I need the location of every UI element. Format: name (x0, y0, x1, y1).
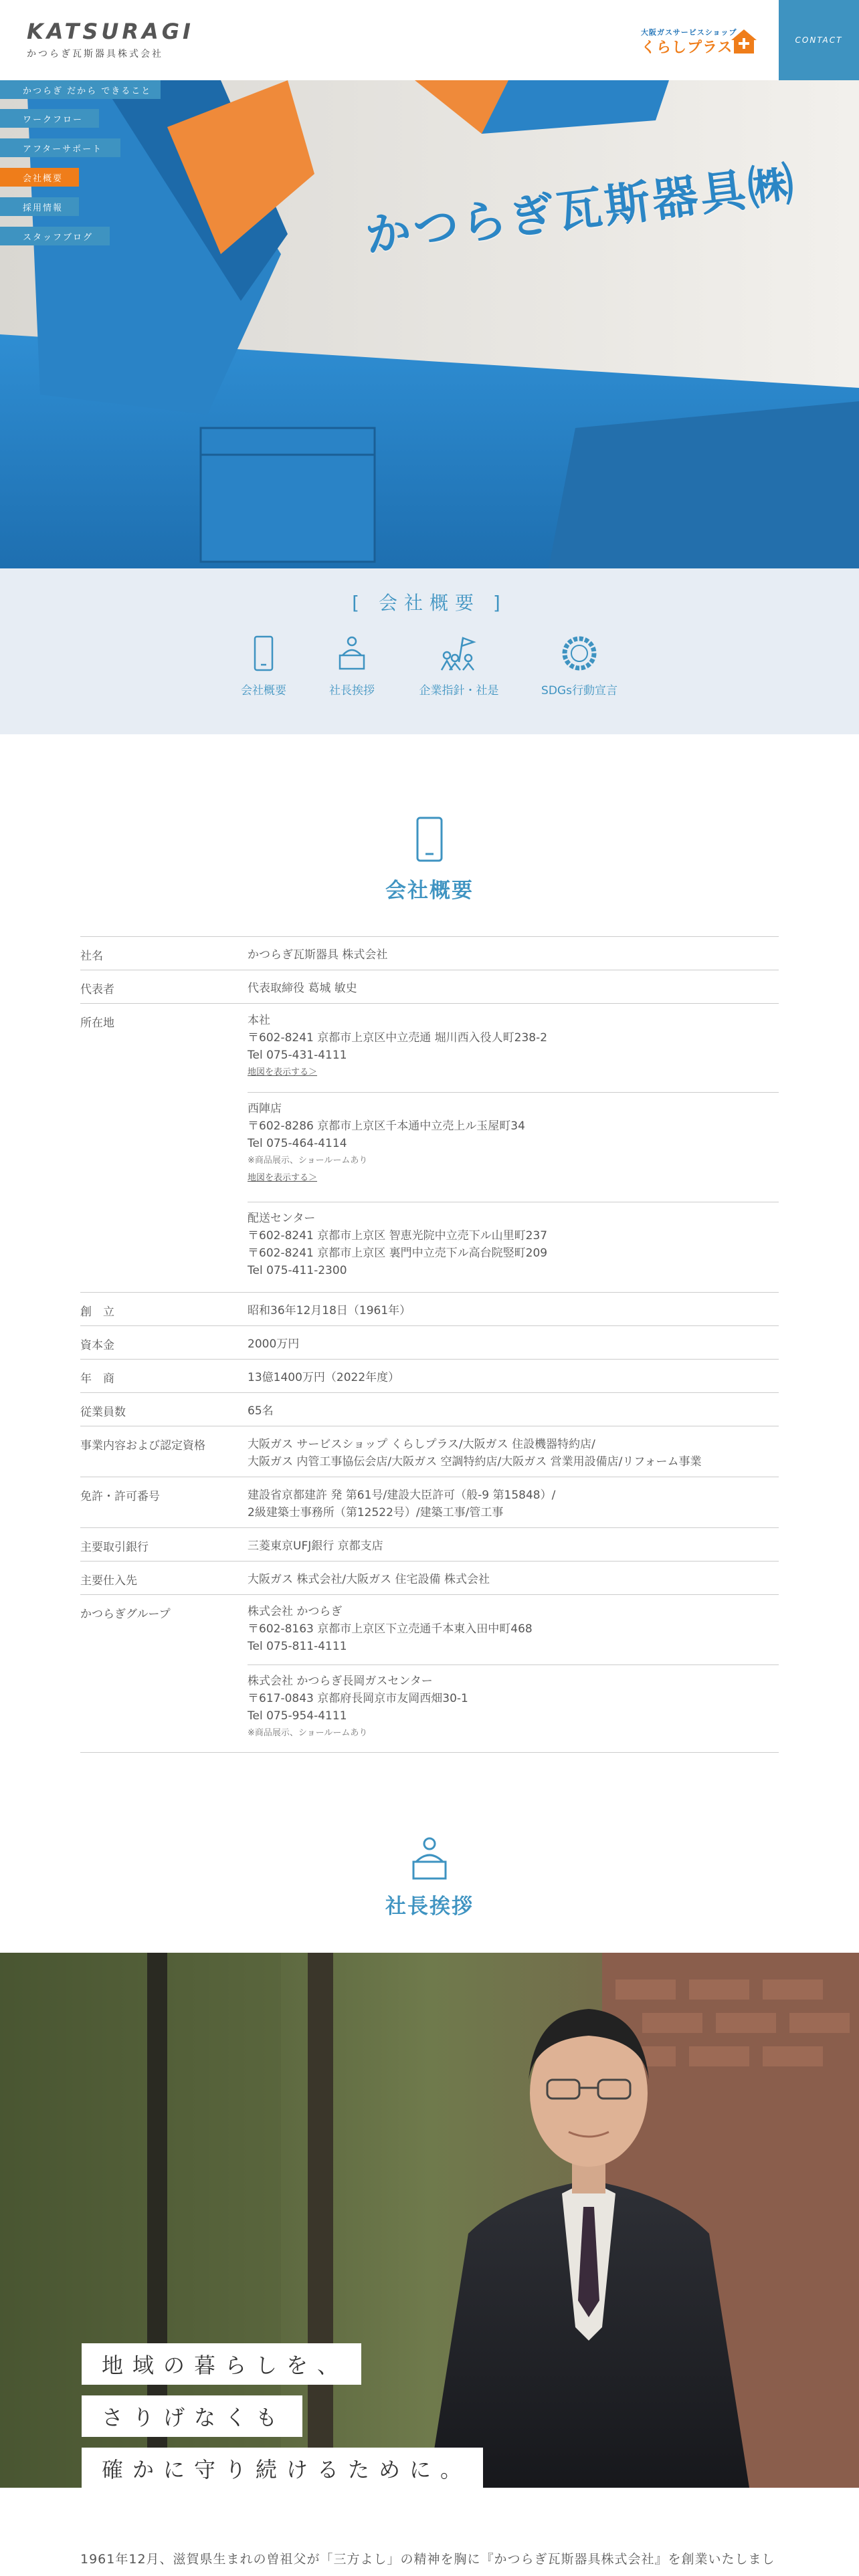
office-tel: Tel 075-431-4111 (248, 1049, 347, 1062)
phone-icon (250, 635, 277, 671)
row-label-address: 所在地 (80, 1016, 114, 1030)
row-value-rep: 代表取締役 葛城 敏史 (248, 982, 357, 995)
table-row (80, 1477, 779, 1527)
table-row (80, 1561, 779, 1594)
sidenav-item-strengths[interactable]: かつらぎ だから できること (0, 80, 161, 99)
row-label-bank: 主要取引銀行 (80, 1541, 149, 1554)
catchcopy-line-1: 地域の暮らしを、 (82, 2343, 361, 2385)
row-label-name: 社名 (80, 950, 103, 963)
site-logo-subtitle: かつらぎ瓦斯器具株式会社 (27, 49, 163, 60)
license-line: 建設省京都建許 発 第61号/建設大臣許可（般-9 第15848）/ (248, 1489, 556, 1502)
row-label-license: 免許・許可番号 (80, 1490, 160, 1503)
row-value-name: かつらぎ瓦斯器具 株式会社 (248, 948, 388, 962)
table-row (80, 1392, 779, 1426)
row-value-business (248, 1436, 702, 1471)
sidenav-item-staff-blog[interactable]: スタッフブログ (0, 227, 110, 245)
row-label-sales: 年 商 (80, 1372, 114, 1386)
table-row (80, 1527, 779, 1561)
map-link[interactable]: 地図を表示する＞ (248, 1173, 318, 1183)
group-tel: Tel 075-954-4111 (248, 1709, 347, 1723)
hero-image (0, 80, 859, 568)
section-nav-outline-label: 会社概要 (241, 684, 286, 697)
table-bottom-border (80, 1752, 779, 1753)
sdgs-wheel-icon (561, 635, 597, 671)
group-company-1 (248, 1603, 533, 1655)
group-address: 〒602-8163 京都市上京区下立売通千本東入田中町468 (248, 1622, 533, 1636)
sidenav-item-workflow[interactable]: ワークフロー (0, 109, 99, 128)
row-label-rep: 代表者 (80, 983, 114, 996)
table-row (80, 936, 779, 970)
kurashi-plus-logo[interactable] (641, 27, 758, 56)
license-line: 2級建築士事務所（第12522号）/建築工事/管工事 (248, 1506, 504, 1519)
team-flag-icon (439, 635, 479, 671)
catchcopy-line-3: 確かに守り続けるために。 (82, 2448, 483, 2489)
row-value-license (248, 1487, 555, 1521)
section-nav-greeting-label: 社長挨拶 (329, 684, 375, 697)
sidenav-item-company[interactable]: 会社概要 (0, 168, 79, 187)
address-nishijin (248, 1100, 525, 1187)
office-name: 西陣店 (248, 1102, 282, 1115)
table-row-group (80, 1594, 779, 1752)
greeting-body-text: 1961年12月、滋賀県生まれの曽祖父が「三方よし」の精神を胸に『かつらぎ瓦斯器具株式会社』を創業いたしまし (80, 2552, 775, 2567)
office-name: 配送センター (248, 1212, 316, 1225)
section-nav-sdgs[interactable] (519, 635, 640, 716)
office-address: 〒602-8241 京都市上京区 裏門中立売下ル高台院竪町209 (248, 1247, 548, 1260)
greeting-title: 社長挨拶 (385, 1895, 474, 1919)
uniform-photo (0, 80, 859, 568)
group-name: 株式会社 かつらぎ長岡ガスセンター (248, 1675, 433, 1688)
address-center (248, 1210, 547, 1279)
phone-icon (411, 816, 448, 863)
section-nav-sdgs-label: SDGs行動宣言 (541, 684, 617, 697)
section-nav-policy[interactable] (399, 635, 519, 716)
kurashi-plus-logo-main: くらしプラス (641, 39, 733, 56)
group-name: 株式会社 かつらぎ (248, 1605, 343, 1618)
contact-button[interactable]: CONTACT (779, 0, 859, 80)
group-address: 〒617-0843 京都府長岡京市友岡西畑30-1 (248, 1692, 468, 1705)
row-label-founded: 創 立 (80, 1305, 114, 1319)
row-label-employees: 従業員数 (80, 1406, 126, 1419)
sidenav-item-recruit[interactable]: 採用情報 (0, 197, 79, 216)
section-nav-title: [ 会社概要 ] (352, 592, 507, 614)
site-logo[interactable]: KATSURAGI (27, 19, 194, 44)
row-value-founded: 昭和36年12月18日（1961年） (248, 1304, 411, 1317)
office-tel: Tel 075-411-2300 (248, 1264, 347, 1277)
office-note: ※商品展示、ショールームあり (248, 1156, 368, 1166)
row-value-supplier: 大阪ガス 株式会社/大阪ガス 住宅設備 株式会社 (248, 1573, 490, 1586)
office-address: 〒602-8241 京都市上京区中立売通 堀川西入役人町238-2 (248, 1031, 548, 1045)
table-row (80, 1359, 779, 1392)
office-tel: Tel 075-464-4114 (248, 1137, 347, 1150)
office-address: 〒602-8286 京都市上京区千本通中立売上ル玉屋町34 (248, 1119, 525, 1133)
podium-icon (408, 1836, 451, 1881)
row-value-sales: 13億1400万円（2022年度） (248, 1371, 400, 1384)
table-row (80, 970, 779, 1003)
table-row (80, 1292, 779, 1325)
table-row-address (80, 1003, 779, 1292)
table-row (80, 1325, 779, 1359)
section-nav-policy-label: 企業指針・社是 (419, 684, 499, 697)
row-label-group: かつらぎグループ (80, 1608, 171, 1621)
group-company-2 (248, 1673, 468, 1742)
row-value-employees: 65名 (248, 1404, 274, 1418)
group-note: ※商品展示、ショールームあり (248, 1728, 368, 1738)
house-plus-icon (730, 28, 758, 55)
map-link[interactable]: 地図を表示する＞ (248, 1067, 318, 1077)
business-line: 大阪ガス 内管工事協伝会店/大阪ガス 空調特約店/大阪ガス 営業用設備店/リフォーム事業 (248, 1455, 702, 1469)
row-value-bank: 三菱東京UFJ銀行 京都支店 (248, 1539, 383, 1553)
outline-title: 会社概要 (385, 879, 474, 903)
group-tel: Tel 075-811-4111 (248, 1640, 347, 1653)
table-row (80, 1426, 779, 1477)
row-label-supplier: 主要仕入先 (80, 1574, 137, 1588)
row-value-capital: 2000万円 (248, 1337, 300, 1351)
office-address: 〒602-8241 京都市上京区 智恵光院中立売下ル山里町237 (248, 1229, 548, 1243)
business-line: 大阪ガス サービスショップ くらしプラス/大阪ガス 住設機器特約店/ (248, 1438, 595, 1451)
kurashi-plus-logo-top: 大阪ガスサービスショップ (641, 28, 737, 37)
row-label-business: 事業内容および認定資格 (80, 1439, 205, 1453)
uniform-embroidery-text: かつらぎ瓦斯器具㈱ (362, 156, 799, 263)
podium-icon (336, 635, 368, 671)
catchcopy-line-2: さりげなくも (82, 2395, 302, 2437)
address-honsha (248, 1012, 547, 1081)
section-nav-greeting[interactable] (292, 635, 412, 716)
office-name: 本社 (248, 1014, 270, 1027)
row-label-capital: 資本金 (80, 1339, 114, 1352)
sidenav-item-after-support[interactable]: アフターサポート (0, 138, 120, 157)
